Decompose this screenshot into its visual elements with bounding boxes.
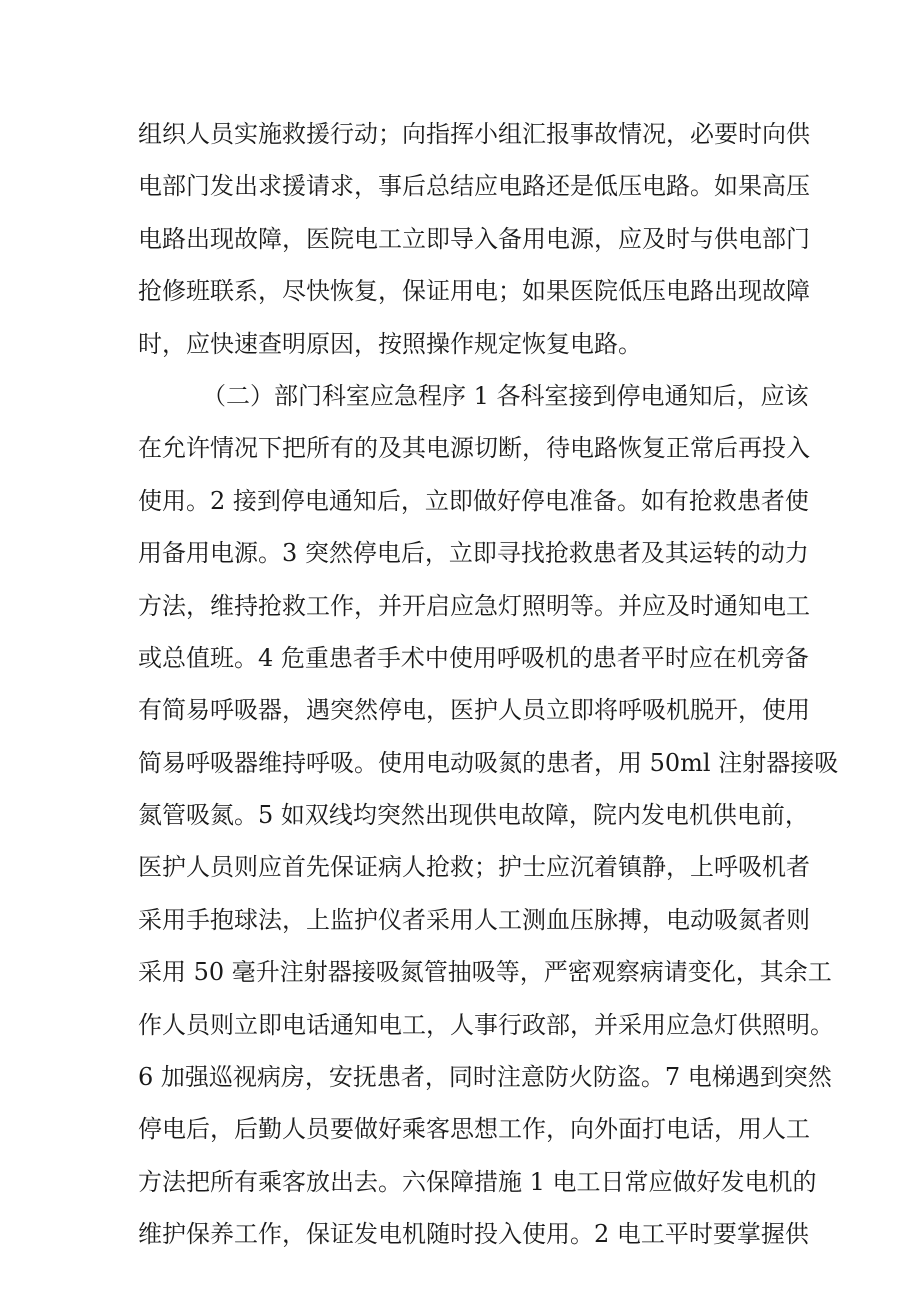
- text-line: 维护保养工作，保证发电机随时投入使用。2 电工平时要掌握供: [138, 1220, 809, 1249]
- text-line: 方法，维持抢救工作，并开启应急灯照明等。并应及时通知电工: [138, 591, 810, 620]
- body-text: [138, 108, 839, 1261]
- text-line: 组织人员实施救援行动；向指挥小组汇报事故情况，必要时向供: [138, 120, 810, 148]
- text-line: 采用手抱球法，上监护仪者采用人工测血压脉搏，电动吸氮者则: [138, 905, 810, 934]
- text-line: 电部门发出求援请求，事后总结应电路还是低压电路。如果高压: [138, 172, 810, 201]
- text-line: 或总值班。4 危重患者手术中使用呼吸机的患者平时应在机旁备: [138, 643, 809, 672]
- text-line: 电路出现故障，医院电工立即导入备用电源，应及时与供电部门: [138, 224, 810, 253]
- text-line: 6 加强巡视病房，安抚患者，同时注意防火防盗。7 电梯遇到突然: [138, 1063, 832, 1092]
- text-line: 有简易呼吸器，遇突然停电，医护人员立即将呼吸机脱开，使用: [138, 696, 810, 725]
- text-line: 时，应快速查明原因，按照操作规定恢复电路。: [138, 329, 642, 358]
- text-line: 方法把所有乘客放出去。六保障措施 1 电工日常应做好发电机的: [138, 1167, 817, 1196]
- text-line: 在允许情况下把所有的及其电源切断，待电路恢复正常后再投入: [138, 434, 810, 463]
- text-line: 抢修班联系，尽快恢复，保证用电；如果医院低压电路出现故障: [138, 277, 810, 306]
- text-line: 用备用电源。3 突然停电后，立即寻找抢救患者及其运转的动力: [138, 539, 809, 568]
- text-line: 作人员则立即电话通知电工，人事行政部，并采用应急灯供照明。: [138, 1010, 834, 1039]
- section-heading-line: （二）部门科室应急程序 1 各科室接到停电通知后，应该: [202, 381, 809, 410]
- text-line: 氮管吸氮。5 如双线均突然出现供电故障，院内发电机供电前，: [138, 801, 809, 830]
- text-line: 简易呼吸器维持呼吸。使用电动吸氮的患者，用 50ml 注射器接吸: [138, 748, 839, 777]
- text-line: 使用。2 接到停电通知后，立即做好停电准备。如有抢救患者使: [138, 486, 809, 515]
- text-line: 采用 50 毫升注射器接吸氮管抽吸等，严密观察病请变化，其余工: [138, 958, 832, 987]
- text-line: 医护人员则应首先保证病人抢救；护士应沉着镇静，上呼吸机者: [138, 853, 810, 882]
- text-line: 停电后，后勤人员要做好乘客思想工作，向外面打电话，用人工: [138, 1115, 810, 1144]
